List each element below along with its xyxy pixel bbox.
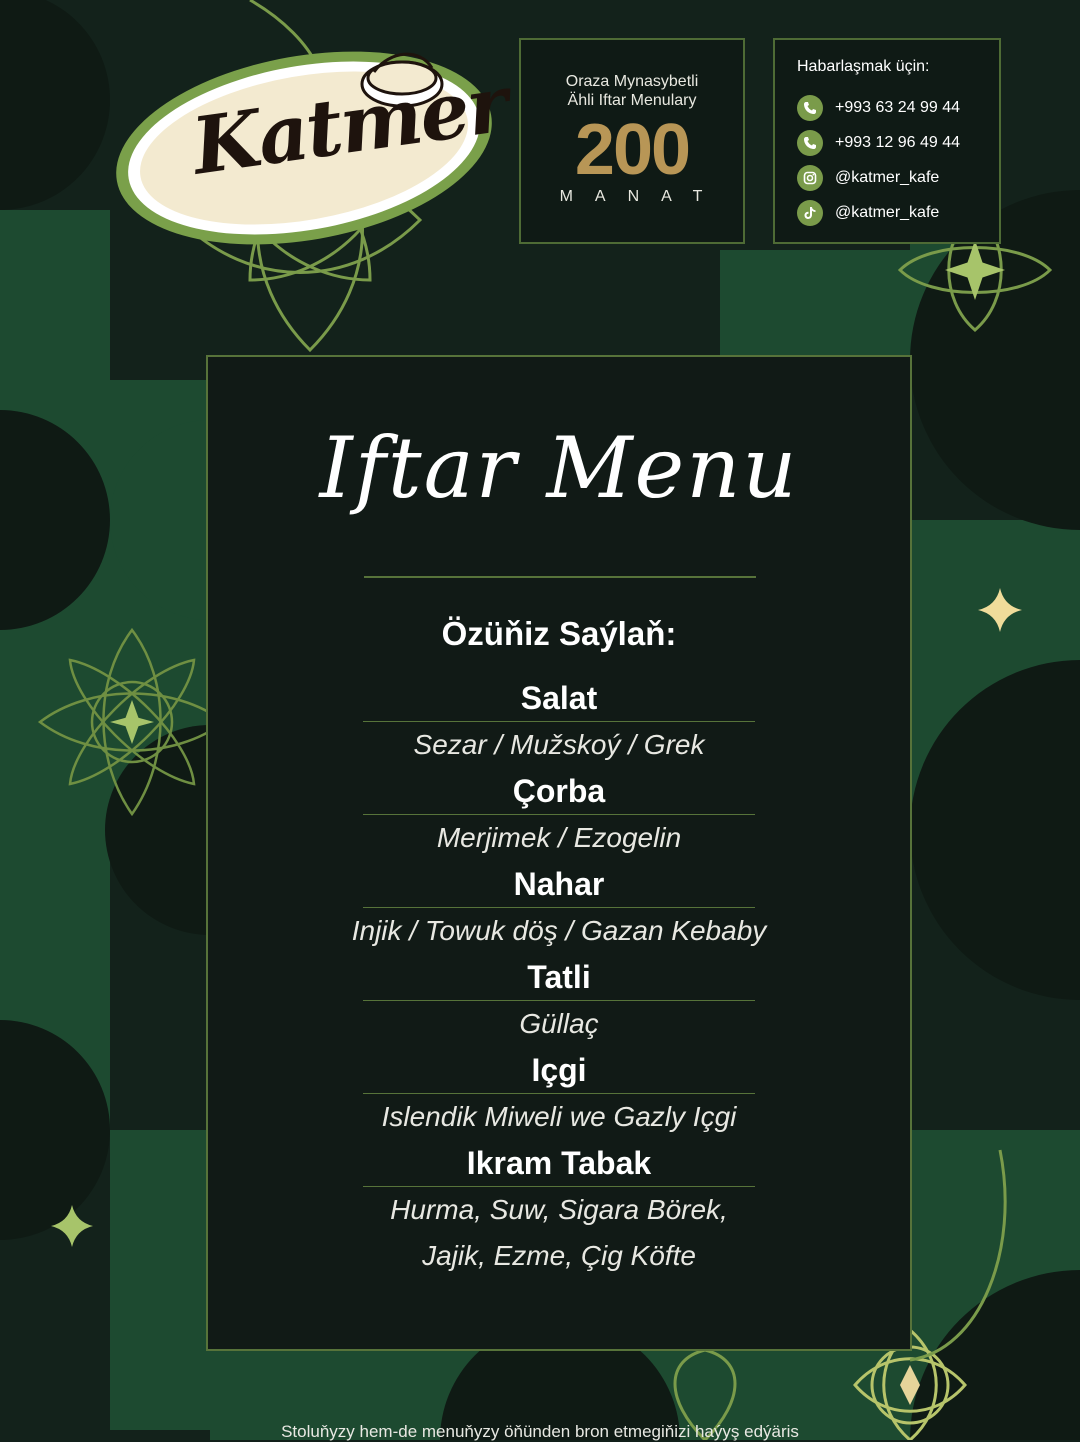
contact-phone-2[interactable]: +993 12 96 49 44 [797,125,999,160]
section-heading: Nahar [513,866,605,902]
price-currency: MANAT [559,188,725,205]
price-box [519,38,745,244]
contact-box [773,38,1001,244]
contact-title: Habarlaşmak üçin: [797,58,930,75]
section-heading: Ikram Tabak [466,1145,652,1181]
contact-instagram[interactable]: @katmer_kafe [797,160,999,195]
menu-sections [208,675,910,1279]
section-ikram-tabak [208,1140,910,1279]
price-caption: Oraza Mynasybetli Ähli Iftar Menulary [565,73,699,109]
logo-wordmark: Katmer [186,58,513,193]
choose-label: Özüňiz Saýlaň: [441,615,677,652]
contact-phone-1[interactable]: +993 63 24 99 44 [797,90,999,125]
section-salat [208,675,910,768]
menu-title: Iftar Menu [319,419,799,517]
section-items: Hurma, Suw, Sigara Börek, [390,1194,728,1225]
section-corba [208,768,910,861]
section-heading: Içgi [531,1052,587,1088]
phone-icon [797,95,823,121]
section-items: Injik / Towuk döş / Gazan Kebaby [351,915,767,946]
section-heading: Çorba [512,773,606,809]
katmer-logo [112,36,513,256]
contact-tiktok[interactable]: @katmer_kafe [797,195,999,230]
instagram-icon [797,165,823,191]
phone-icon [797,130,823,156]
section-items: Islendik Miweli we Gazly Içgi [381,1101,737,1132]
reservation-note: Stoluňyzy hem-de menuňyzy öňünden bron etmegiňizi haýyş edýäris [281,1422,799,1441]
section-items: Jajik, Ezme, Çig Köfte [422,1240,696,1271]
section-icgi [208,1047,910,1140]
section-items: Merjimek / Ezogelin [436,822,682,853]
section-items: Güllaç [519,1008,599,1039]
menu-panel [206,355,912,1351]
tiktok-icon [797,200,823,226]
price-amount: 200 [574,110,690,190]
section-items: Sezar / Mužskoý / Grek [413,729,705,760]
section-tatli [208,954,910,1047]
section-heading: Salat [520,680,598,716]
title-divider [364,576,756,578]
section-nahar [208,861,910,954]
section-heading: Tatli [527,959,591,995]
